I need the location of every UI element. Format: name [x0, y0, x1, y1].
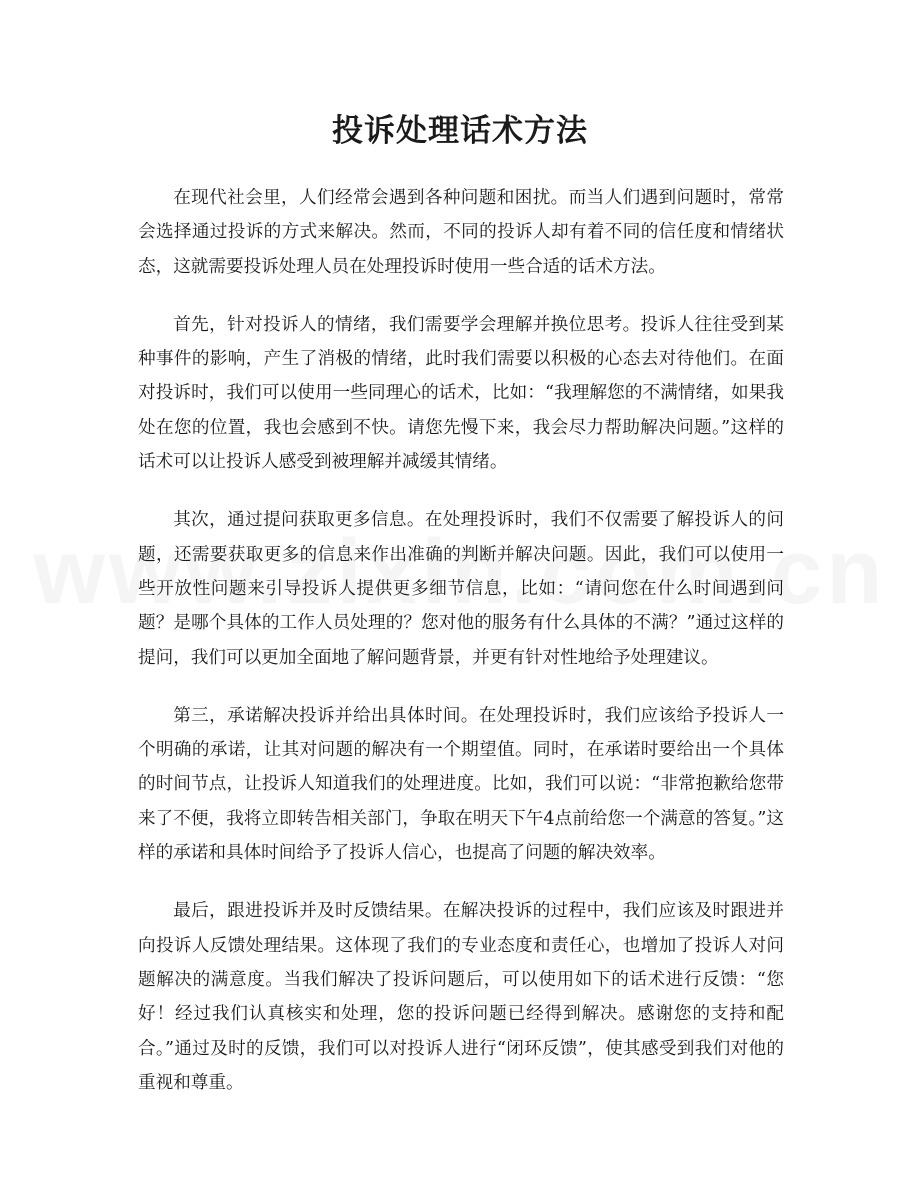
paragraph-last: 最后，跟进投诉并及时反馈结果。在解决投诉的过程中，我们应该及时跟进并向投诉人反馈处理结果。这体现了我们的专业态度和责任心，也增加了投诉人对问题解决的满意度。当我们解决了投诉问题后，可以使用如下的话术进行反馈：“您好！经过我们认真核实和处理，您的投诉问题已经得到解决。感谢您的支持和配合。”通过及时的反馈，我们可以对投诉人进行“闭环反馈”，使其感受到我们对他的重视和尊重。	[138, 901, 784, 1093]
paragraph-third: 第三，承诺解决投诉并给出具体时间。在处理投诉时，我们应该给予投诉人一个明确的承诺，让其对问题的解决有一个期望值。同时，在承诺时要给出一个具体的时间节点，让投诉人知道我们的处理进度。比如，我们可以说：“非常抱歉给您带来了不便，我将立即转告相关部门，争取在明天下午4点前给您一个满意的答复。”这样的承诺和具体时间给予了投诉人信心，也提高了问题的解决效率。	[138, 705, 784, 864]
paragraph-intro: 在现代社会里，人们经常会遇到各种问题和困扰。而当人们遇到问题时，常常会选择通过投诉的方式来解决。然而，不同的投诉人却有着不同的信任度和情绪状态，这就需要投诉处理人员在处理投诉时使用一些合适的话术方法。	[138, 188, 784, 277]
document-body	[138, 181, 784, 1124]
paragraph-first: 首先，针对投诉人的情绪，我们需要学会理解并换位思考。投诉人往往受到某种事件的影响，产生了消极的情绪，此时我们需要以积极的心态去对待他们。在面对投诉时，我们可以使用一些同理心的话术，比如：“我理解您的不满情绪，如果我处在您的位置，我也会感到不快。请您先慢下来，我会尽力帮助解决问题。”这样的话术可以让投诉人感受到被理解并减缓其情绪。	[138, 314, 784, 473]
page-title: 投诉处理话术方法	[332, 113, 588, 149]
paragraph-second: 其次，通过提问获取更多信息。在处理投诉时，我们不仅需要了解投诉人的问题，还需要获取更多的信息来作出准确的判断并解决问题。因此，我们可以使用一些开放性问题来引导投诉人提供更多细节信息，比如：“请问您在什么时间遇到问题？是哪个具体的工作人员处理的？您对他的服务有什么具体的不满？”通过这样的提问，我们可以更加全面地了解问题背景，并更有针对性地给予处理建议。	[138, 510, 784, 668]
